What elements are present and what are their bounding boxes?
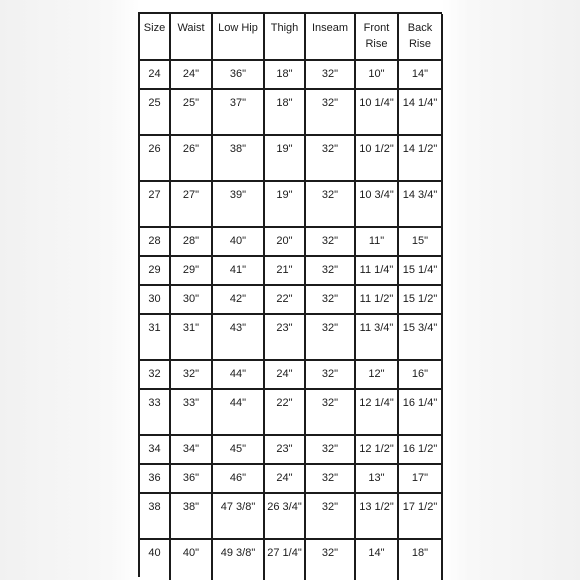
cell-waist: 27" bbox=[170, 181, 212, 227]
cell-thigh: 24" bbox=[264, 464, 305, 493]
cell-thigh: 26 3/4" bbox=[264, 493, 305, 539]
cell-thigh: 22" bbox=[264, 285, 305, 314]
cell-inseam: 32" bbox=[305, 389, 355, 435]
cell-inseam: 32" bbox=[305, 314, 355, 360]
cell-low-hip: 43" bbox=[212, 314, 264, 360]
cell-inseam: 32" bbox=[305, 493, 355, 539]
cell-low-hip: 37" bbox=[212, 89, 264, 135]
cell-waist: 30" bbox=[170, 285, 212, 314]
table-row bbox=[140, 314, 442, 360]
cell-thigh: 23" bbox=[264, 435, 305, 464]
cell-back-rise: 15" bbox=[398, 227, 442, 256]
cell-inseam: 32" bbox=[305, 135, 355, 181]
cell-waist: 34" bbox=[170, 435, 212, 464]
cell-back-rise: 16 1/4" bbox=[398, 389, 442, 435]
cell-waist: 25" bbox=[170, 89, 212, 135]
table-row bbox=[140, 360, 442, 389]
cell-front-rise: 11 1/4" bbox=[355, 256, 398, 285]
cell-front-rise: 10 1/2" bbox=[355, 135, 398, 181]
size-chart-frame bbox=[138, 12, 442, 577]
cell-size: 24 bbox=[140, 60, 170, 89]
cell-low-hip: 45" bbox=[212, 435, 264, 464]
header-low-hip: Low Hip bbox=[212, 14, 264, 60]
cell-low-hip: 36" bbox=[212, 60, 264, 89]
cell-inseam: 32" bbox=[305, 435, 355, 464]
cell-back-rise: 14 3/4" bbox=[398, 181, 442, 227]
cell-waist: 31" bbox=[170, 314, 212, 360]
table-row bbox=[140, 464, 442, 493]
cell-back-rise: 15 3/4" bbox=[398, 314, 442, 360]
cell-size: 31 bbox=[140, 314, 170, 360]
cell-size: 30 bbox=[140, 285, 170, 314]
cell-back-rise: 16 1/2" bbox=[398, 435, 442, 464]
header-waist: Waist bbox=[170, 14, 212, 60]
cell-front-rise: 11 3/4" bbox=[355, 314, 398, 360]
cell-front-rise: 10 3/4" bbox=[355, 181, 398, 227]
table-row bbox=[140, 285, 442, 314]
cell-thigh: 19" bbox=[264, 135, 305, 181]
cell-waist: 26" bbox=[170, 135, 212, 181]
cell-thigh: 27 1/4" bbox=[264, 539, 305, 580]
cell-inseam: 32" bbox=[305, 181, 355, 227]
cell-waist: 24" bbox=[170, 60, 212, 89]
header-front-rise: Front Rise bbox=[355, 14, 398, 60]
cell-front-rise: 14" bbox=[355, 539, 398, 580]
cell-back-rise: 15 1/2" bbox=[398, 285, 442, 314]
cell-inseam: 32" bbox=[305, 227, 355, 256]
cell-thigh: 20" bbox=[264, 227, 305, 256]
cell-thigh: 23" bbox=[264, 314, 305, 360]
header-inseam: Inseam bbox=[305, 14, 355, 60]
cell-low-hip: 44" bbox=[212, 389, 264, 435]
cell-thigh: 24" bbox=[264, 360, 305, 389]
header-thigh: Thigh bbox=[264, 14, 305, 60]
cell-inseam: 32" bbox=[305, 285, 355, 314]
cell-size: 28 bbox=[140, 227, 170, 256]
size-chart-body bbox=[140, 60, 442, 580]
cell-front-rise: 12 1/4" bbox=[355, 389, 398, 435]
cell-low-hip: 41" bbox=[212, 256, 264, 285]
cell-back-rise: 14 1/4" bbox=[398, 89, 442, 135]
cell-low-hip: 49 3/8" bbox=[212, 539, 264, 580]
cell-waist: 36" bbox=[170, 464, 212, 493]
cell-size: 29 bbox=[140, 256, 170, 285]
cell-waist: 28" bbox=[170, 227, 212, 256]
cell-size: 33 bbox=[140, 389, 170, 435]
cell-waist: 29" bbox=[170, 256, 212, 285]
cell-size: 32 bbox=[140, 360, 170, 389]
cell-size: 36 bbox=[140, 464, 170, 493]
cell-low-hip: 42" bbox=[212, 285, 264, 314]
cell-thigh: 18" bbox=[264, 60, 305, 89]
header-back-rise: Back Rise bbox=[398, 14, 442, 60]
cell-front-rise: 10 1/4" bbox=[355, 89, 398, 135]
cell-inseam: 32" bbox=[305, 539, 355, 580]
cell-back-rise: 16" bbox=[398, 360, 442, 389]
cell-inseam: 32" bbox=[305, 89, 355, 135]
header-size: Size bbox=[140, 14, 170, 60]
cell-thigh: 18" bbox=[264, 89, 305, 135]
cell-waist: 33" bbox=[170, 389, 212, 435]
cell-size: 38 bbox=[140, 493, 170, 539]
table-row bbox=[140, 493, 442, 539]
cell-inseam: 32" bbox=[305, 464, 355, 493]
cell-size: 34 bbox=[140, 435, 170, 464]
table-row bbox=[140, 181, 442, 227]
cell-low-hip: 40" bbox=[212, 227, 264, 256]
cell-thigh: 19" bbox=[264, 181, 305, 227]
cell-back-rise: 14" bbox=[398, 60, 442, 89]
cell-back-rise: 18" bbox=[398, 539, 442, 580]
cell-inseam: 32" bbox=[305, 60, 355, 89]
cell-waist: 38" bbox=[170, 493, 212, 539]
cell-low-hip: 46" bbox=[212, 464, 264, 493]
cell-back-rise: 15 1/4" bbox=[398, 256, 442, 285]
size-chart-table bbox=[140, 14, 443, 580]
table-row bbox=[140, 256, 442, 285]
cell-low-hip: 47 3/8" bbox=[212, 493, 264, 539]
cell-front-rise: 12 1/2" bbox=[355, 435, 398, 464]
table-row bbox=[140, 435, 442, 464]
header-row bbox=[140, 14, 442, 60]
table-row bbox=[140, 89, 442, 135]
table-row bbox=[140, 227, 442, 256]
cell-back-rise: 17" bbox=[398, 464, 442, 493]
cell-thigh: 22" bbox=[264, 389, 305, 435]
table-row bbox=[140, 135, 442, 181]
cell-front-rise: 13 1/2" bbox=[355, 493, 398, 539]
cell-waist: 32" bbox=[170, 360, 212, 389]
cell-front-rise: 11 1/2" bbox=[355, 285, 398, 314]
cell-size: 26 bbox=[140, 135, 170, 181]
cell-front-rise: 10" bbox=[355, 60, 398, 89]
cell-front-rise: 11" bbox=[355, 227, 398, 256]
cell-front-rise: 12" bbox=[355, 360, 398, 389]
cell-size: 27 bbox=[140, 181, 170, 227]
table-row bbox=[140, 60, 442, 89]
cell-inseam: 32" bbox=[305, 256, 355, 285]
cell-front-rise: 13" bbox=[355, 464, 398, 493]
cell-low-hip: 44" bbox=[212, 360, 264, 389]
cell-waist: 40" bbox=[170, 539, 212, 580]
table-row bbox=[140, 539, 442, 580]
cell-inseam: 32" bbox=[305, 360, 355, 389]
cell-size: 40 bbox=[140, 539, 170, 580]
cell-back-rise: 14 1/2" bbox=[398, 135, 442, 181]
cell-size: 25 bbox=[140, 89, 170, 135]
cell-thigh: 21" bbox=[264, 256, 305, 285]
cell-back-rise: 17 1/2" bbox=[398, 493, 442, 539]
cell-low-hip: 38" bbox=[212, 135, 264, 181]
table-row bbox=[140, 389, 442, 435]
cell-low-hip: 39" bbox=[212, 181, 264, 227]
